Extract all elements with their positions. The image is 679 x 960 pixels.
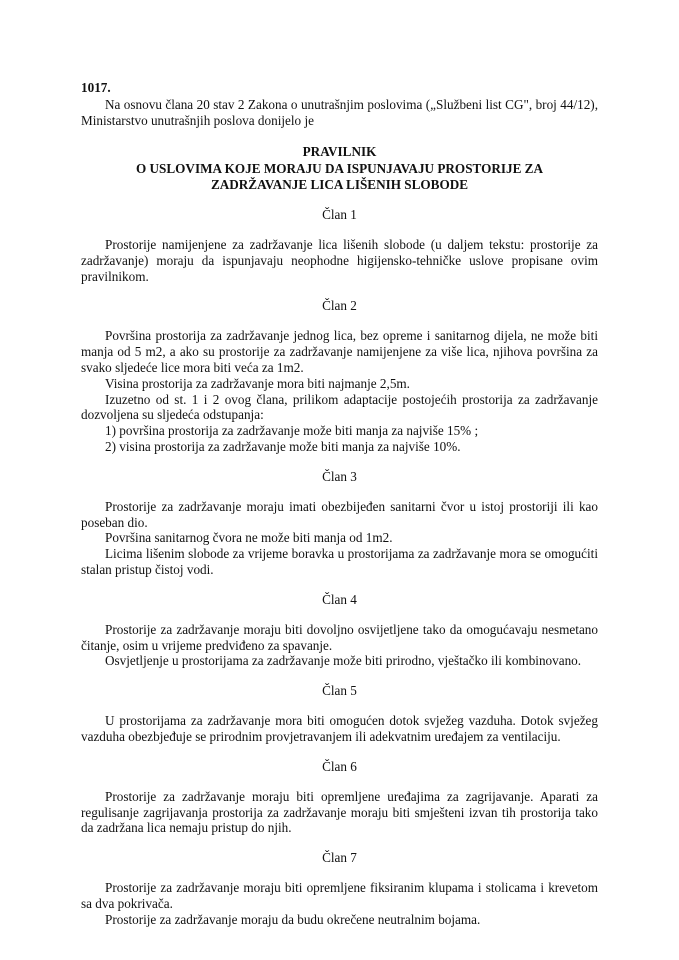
title-line: PRAVILNIK [302,144,377,160]
document-number: 1017. [81,80,111,95]
article-heading: Član 5 [322,683,357,699]
article-heading: Član 4 [322,591,357,607]
article-heading: Član 1 [322,207,357,222]
article-paragraph: Izuzetno od st. 1 i 2 ovog člana, prilikom adaptacije postojećih prostorija za zadržavanje dozvoljena su sljedeća odstupanja: [81,391,598,423]
article-heading: Član 6 [322,758,357,774]
intro-paragraph: Na osnovu člana 20 stav 2 Zakona o unutrašnjim poslovima („Službeni list CG", broj 44/12), Ministarstvo unutrašnjih poslova donijelo je [81,96,598,128]
article-1 [81,207,598,284]
article-heading: Član 3 [322,468,357,484]
article-2 [81,298,598,454]
article-paragraph: Površina sanitarnog čvora ne može biti manja od 1m2. [105,530,393,546]
article-paragraph: Visina prostorija za zadržavanje mora biti najmanje 2,5m. [105,375,410,391]
article-3 [81,469,598,578]
article-paragraph: U prostorijama za zadržavanje mora biti omogućen dotok svježeg vazduha. Dotok svježeg vazduha obezbjeđuje se prirodnim provjetravanjem ili adekvatnim uređajem za ventilaciju. [81,713,598,744]
article-paragraph: Prostorije namijenjene za zadržavanje lica lišenih slobode (u daljem tekstu: prostorije za zadržavanje) moraju da ispunjavaju neophodne higijensko-tehničke uslove propisane ovim pravilnikom. [81,237,598,284]
article-paragraph: Prostorije za zadržavanje moraju biti dovoljno osvijetljene tako da omogućavaju nesmetano čitanje, osim u vrijeme predviđeno za spavanje. [81,621,598,653]
article-list-item: 1) površina prostorija za zadržavanje može biti manja za najviše 15% ; [105,423,479,439]
article-paragraph: Prostorije za zadržavanje moraju da budu okrečene neutralnim bojama. [105,911,481,927]
article-list-item: 2) visina prostorija za zadržavanje može biti manja za najviše 10%. [105,438,461,454]
article-paragraph: Površina prostorija za zadržavanje jednog lica, bez opreme i sanitarnog dijela, ne može biti manja od 5 m2, a ako su prostorije za zadržavanje namijenjene za više lica, njihova površina za svako sljedeće lice mora biti veća za 1m2. [81,328,598,375]
article-6 [81,759,598,836]
article-4 [81,592,598,669]
article-paragraph: Prostorije za zadržavanje moraju biti opremljene fiksiranim klupama i stolicama i krevetom sa dva pokrivača. [81,880,598,911]
article-heading: Član 7 [322,850,357,866]
title-line: O USLOVIMA KOJE MORAJU DA ISPUNJAVAJU PROSTORIJE ZA [135,160,544,176]
article-5 [81,683,598,745]
article-7 [81,850,598,927]
article-heading: Član 2 [322,298,357,314]
article-paragraph: Prostorije za zadržavanje moraju imati obezbijeđen sanitarni čvor u istoj prostoriji ili kao poseban dio. [81,498,598,530]
title-line: ZADRŽAVANJE LICA LIŠENIH SLOBODE [210,176,469,192]
article-paragraph: Osvjetljenje u prostorijama za zadržavanje može biti prirodno, vještačko ili kombinovano. [105,653,582,669]
article-paragraph: Licima lišenim slobode za vrijeme boravka u prostorijama za zadržavanje mora se omogućiti stalan pristup čistoj vodi. [81,546,598,577]
document-title [81,144,598,193]
article-paragraph: Prostorije za zadržavanje moraju biti opremljene uređajima za zagrijavanje. Aparati za regulisanje zagrijavanja prostorija za zadržavanje moraju biti smješteni izvan tih prostorija tako da zadržana lica nemaju pristup do njih. [81,788,598,836]
